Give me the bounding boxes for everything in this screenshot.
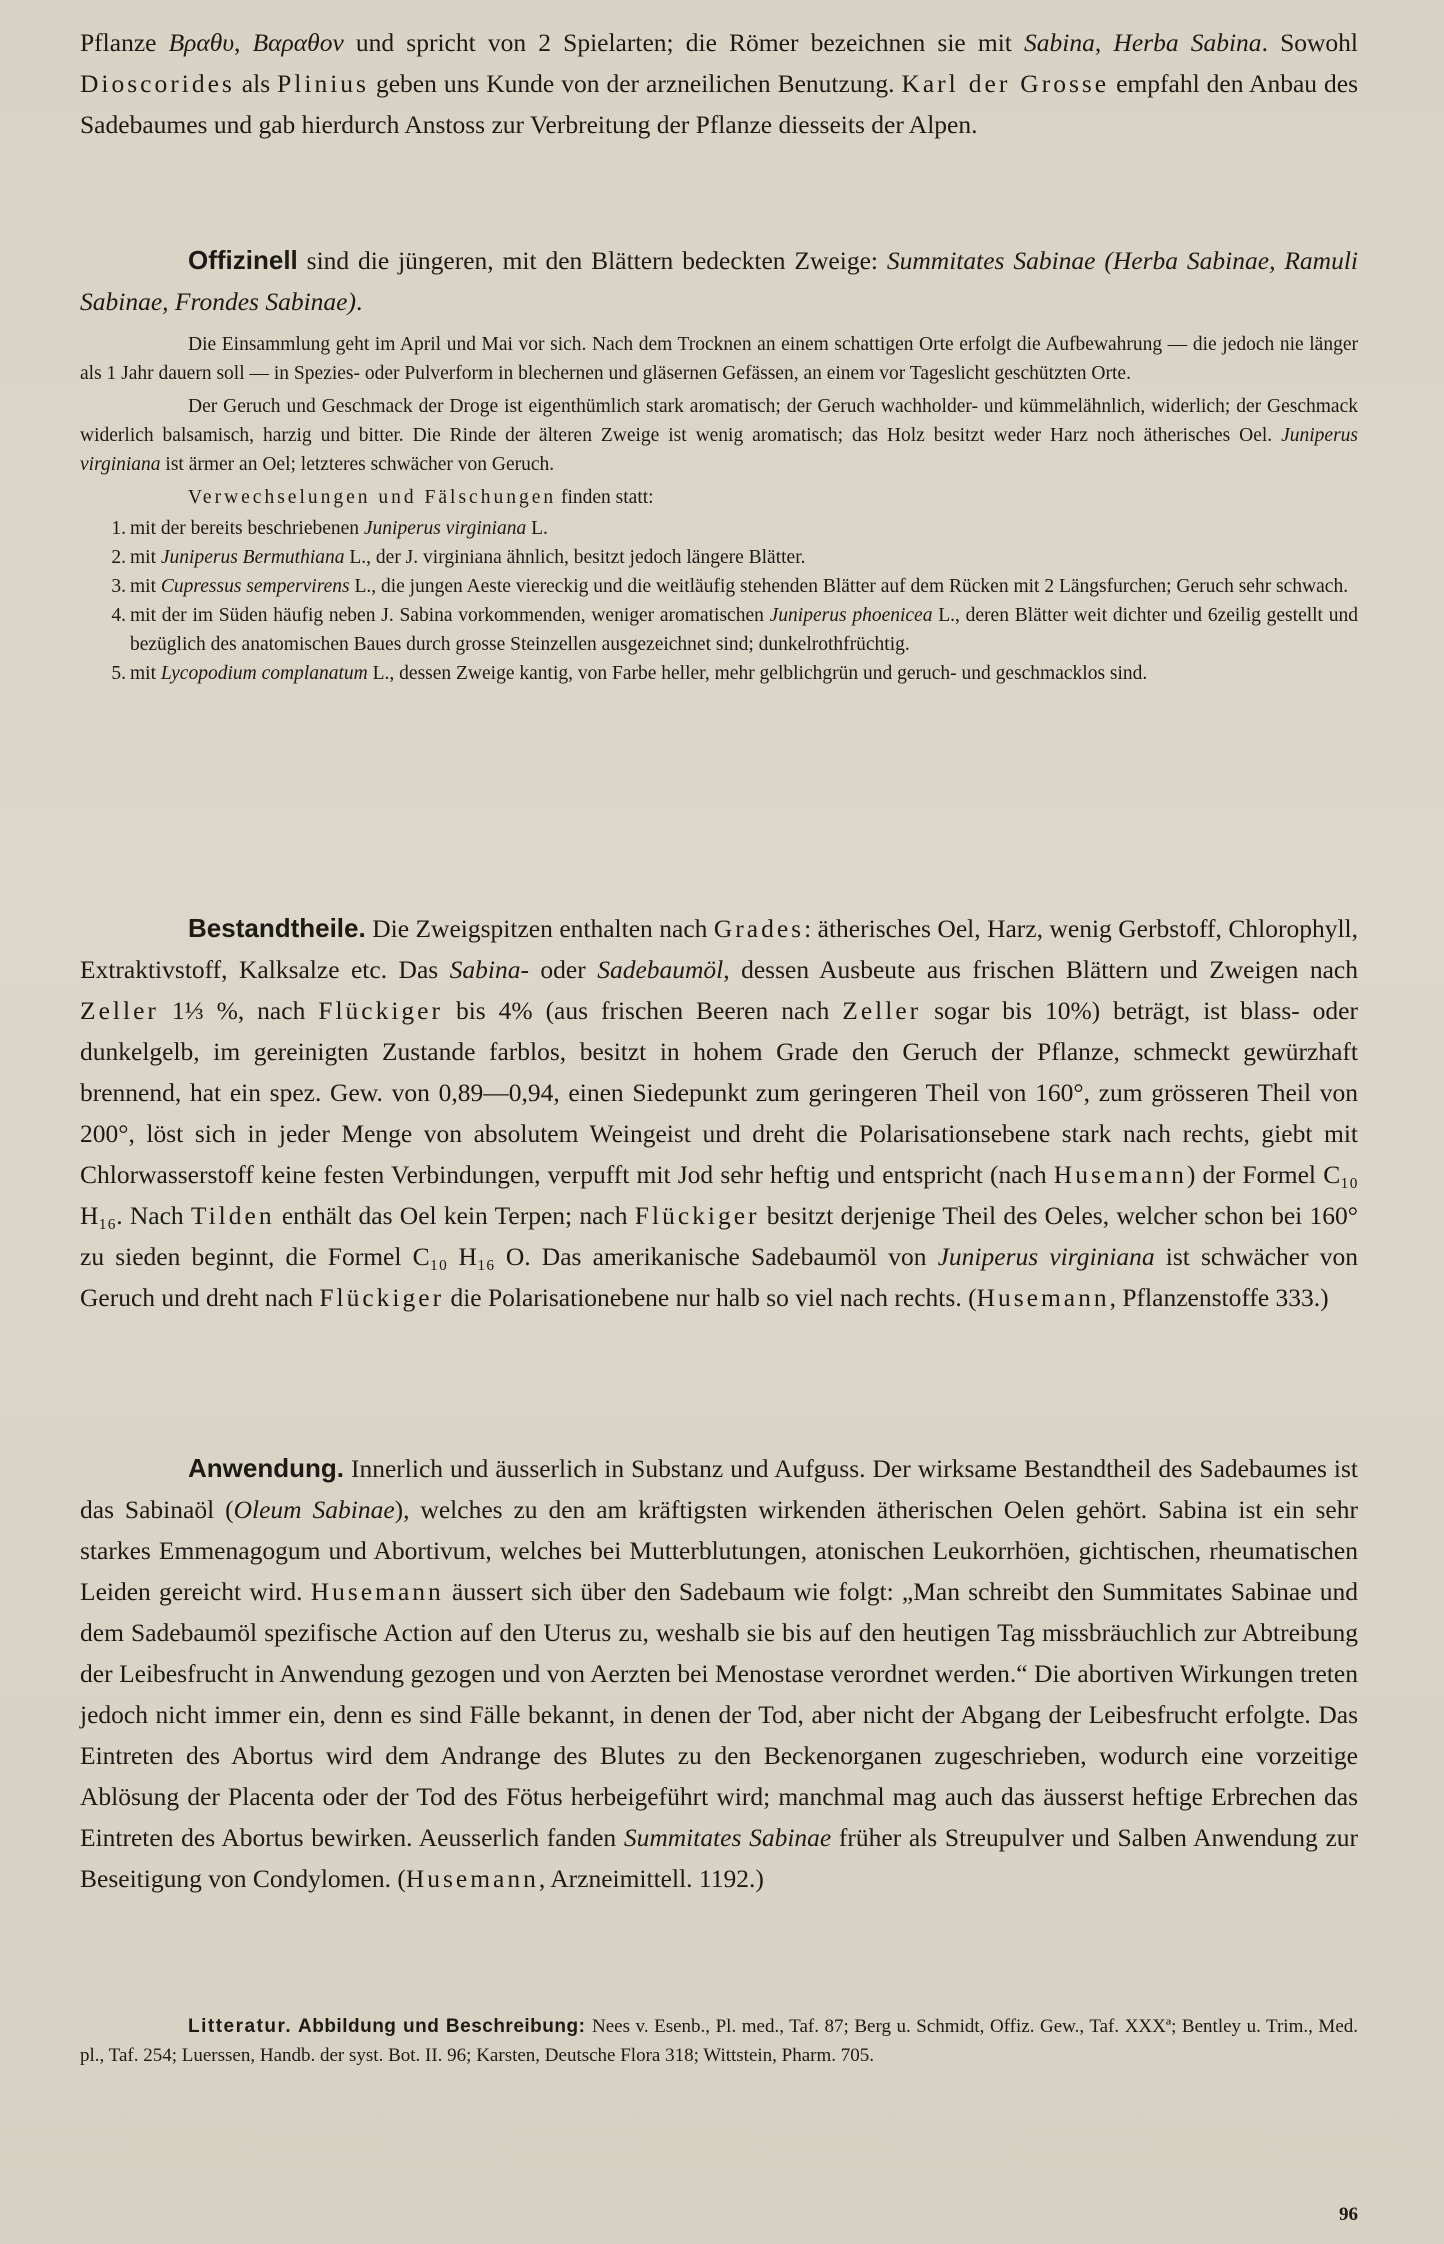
litteratur-paragraph: Litteratur. Abbildung und Beschreibung: Nees v. Esenb., Pl. med., Taf. 87; Berg u. Schmidt, Offiz. Gew., Taf. XXXª; Bentley u. Trim., Med. pl., Taf. 254; Luerssen, Handb. der syst. Bot. II. 96; Karsten, Deutsche Flora 318; Wittstein, Pharm. 705. — [80, 2016, 1358, 2066]
anwendung-section — [80, 1448, 1358, 1899]
list-item-species: Juniperus Bermuthiana — [160, 547, 345, 568]
bestandtheile-section — [80, 908, 1358, 1318]
offizinell-smell-note: Der Geruch und Geschmack der Droge ist eigenthümlich stark aromatisch; der Geruch wachholder- und kümmelähnlich, widerlich; der Geschmack widerlich balsamisch, harzig und bitter. Die Rinde der älteren Zweige ist wenig aromatisch; das Holz besitzt weder Harz noch ätherisches Oel. Juniperus virginiana ist ärmer an Oel; letzteres schwächer von Geruch. — [80, 396, 1358, 475]
list-item-text: L., deren Blätter weit dichter und 6zeilig gestellt und bezüglich des anatomischen Baues durch grosse Steinzellen ausgezeichnet sind; dunkelrothfrüchtig. — [130, 605, 1358, 655]
adulterant-list-item — [80, 659, 1358, 688]
list-item-species: Lycopodium complanatum — [160, 663, 368, 684]
list-item-text: mit — [130, 547, 161, 568]
list-item-species: Juniperus virginiana — [363, 518, 527, 539]
section-heading-bestandtheile: Bestandtheile. — [188, 913, 366, 943]
list-item-number: 3. — [111, 576, 126, 597]
adulterant-list-item — [80, 601, 1358, 659]
list-item-text: L. — [526, 518, 548, 539]
list-item-number: 4. — [111, 605, 126, 626]
section-heading-litteratur: Litteratur. — [188, 2016, 293, 2037]
list-item-number: 2. — [111, 547, 126, 568]
verwechselungen-intro: Verwechselungen und Fälschungen finden statt: — [188, 487, 654, 508]
list-item-number: 1. — [111, 518, 126, 539]
page-number: 96 — [1339, 2204, 1358, 2225]
list-item-text: mit — [130, 576, 161, 597]
intro-paragraph — [80, 22, 1358, 145]
adulterant-list-item — [80, 543, 1358, 572]
adulterant-list-item — [80, 572, 1358, 601]
list-item-species: Juniperus phoenicea — [769, 605, 933, 626]
section-heading-offizinell: Offizinell — [188, 245, 298, 275]
list-item-text: L., dessen Zweige kantig, von Farbe heller, mehr gelblichgrün und geruch- und geschmacklos sind. — [367, 663, 1148, 684]
offizinell-collection-note: Die Einsammlung geht im April und Mai vor sich. Nach dem Trocknen an einem schattigen Orte erfolgt die Aufbewahrung — die jedoch nie länger als 1 Jahr dauern soll — in Spezies- oder Pulverform in blechernen und gläsernen Gefässen, an einem vor Tageslicht geschützten Orte. — [80, 334, 1358, 384]
offizinell-section — [80, 240, 1358, 688]
litteratur-section — [80, 2012, 1358, 2070]
list-item-text: mit der bereits beschriebenen — [130, 518, 364, 539]
anwendung-paragraph: Anwendung. Innerlich und äusserlich in Substanz und Aufguss. Der wirksame Bestandtheil des Sadebaumes ist das Sabinaöl (Oleum Sabinae), welches zu den am kräftigsten wirkenden ätherischen Oelen gehört. Sabina ist ein sehr starkes Emmenagogum und Abortivum, welches bei Mutterblutungen, atonischen Leukorrhöen, gichtischen, rheumatischen Leiden gereicht wird. Husemann äussert sich über den Sadebaum wie folgt: „Man schreibt den Summitates Sabinae und dem Sadebaumöl spezifische Action auf den Uterus zu, weshalb sie bis auf den heutigen Tag missbräuchlich zur Abtreibung der Leibesfrucht in Anwendung gezogen und von Aerzten bei Menostase verordnet werden.“ Die abortiven Wirkungen treten jedoch nicht immer ein, denn es sind Fälle bekannt, in denen der Tod, aber nicht der Abgang der Leibesfrucht erfolgte. Das Eintreten des Abortus wird dem Andrange des Blutes zu den Beckenorganen zugeschrieben, wodurch eine vorzeitige Ablösung der Placenta oder der Tod des Fötus herbeigeführt wird; manchmal mag auch das äusserst heftige Erbrechen das Eintreten des Abortus bewirken. Aeusserlich fanden Summitates Sabinae früher als Streupulver und Salben Anwendung zur Beseitigung von Condylomen. (Husemann, Arzneimittell. 1192.) — [80, 1453, 1358, 1893]
bestandtheile-paragraph: Bestandtheile. Die Zweigspitzen enthalten nach Grades: ätherisches Oel, Harz, wenig Gerbstoff, Chlorophyll, Extraktivstoff, Kalksalze etc. Das Sabina- oder Sadebaumöl, dessen Ausbeute aus frischen Blättern und Zweigen nach Zeller 1⅓ %, nach Flückiger bis 4% (aus frischen Beeren nach Zeller sogar bis 10%) beträgt, ist blass- oder dunkelgelb, im gereinigten Zustande farblos, besitzt in hohem Grade den Geruch der Pflanze, schmeckt gewürzhaft brennend, hat ein spez. Gew. von 0,89—0,94, einen Siedepunkt zum geringeren Theil von 160°, zum grösseren Theil von 200°, löst sich in jeder Menge von absolutem Weingeist und dreht die Polarisationsebene stark nach rechts, giebt mit Chlorwasserstoff keine festen Verbindungen, verpufft mit Jod sehr heftig und entspricht (nach Husemann) der Formel C₁₀ H₁₆. Nach Tilden enthält das Oel kein Terpen; nach Flückiger besitzt derjenige Theil des Oeles, welcher schon bei 160° zu sieden beginnt, die Formel C₁₀ H₁₆ O. Das amerikanische Sadebaumöl von Juniperus virginiana ist schwächer von Geruch und dreht nach Flückiger die Polarisationebene nur halb so viel nach rechts. (Husemann, Pflanzenstoffe 333.) — [80, 913, 1358, 1312]
section-heading-anwendung: Anwendung. — [188, 1453, 344, 1483]
list-item-text: mit — [130, 663, 161, 684]
list-item-text: L., die jungen Aeste viereckig und die weitläufig stehenden Blätter auf dem Rücken mit 2 Längsfurchen; Geruch sehr schwach. — [349, 576, 1349, 597]
intro-text: Pflanze Βραθυ, Βαραθον und spricht von 2 Spielarten; die Römer bezeichnen sie mit Sabina, Herba Sabina. Sowohl Dioscorides als Plinius geben uns Kunde von der arzneilichen Benutzung. Karl der Grosse empfahl den Anbau des Sadebaumes und gab hierdurch Anstoss zur Verbreitung der Pflanze diesseits der Alpen. — [80, 28, 1359, 139]
list-item-text: L., der J. virginiana ähnlich, besitzt jedoch längere Blätter. — [344, 547, 806, 568]
list-item-text: mit der im Süden häufig neben J. Sabina vorkommenden, weniger aromatischen — [130, 605, 770, 626]
offizinell-paragraph: Offizinell sind die jüngeren, mit den Blättern bedeckten Zweige: Summitates Sabinae (Herba Sabinae, Ramuli Sabinae, Frondes Sabinae). — [80, 245, 1358, 316]
list-item-species: Cupressus sempervirens — [160, 576, 350, 597]
adulterant-list — [80, 514, 1358, 688]
list-item-number: 5. — [111, 663, 126, 684]
adulterant-list-item — [80, 514, 1358, 543]
